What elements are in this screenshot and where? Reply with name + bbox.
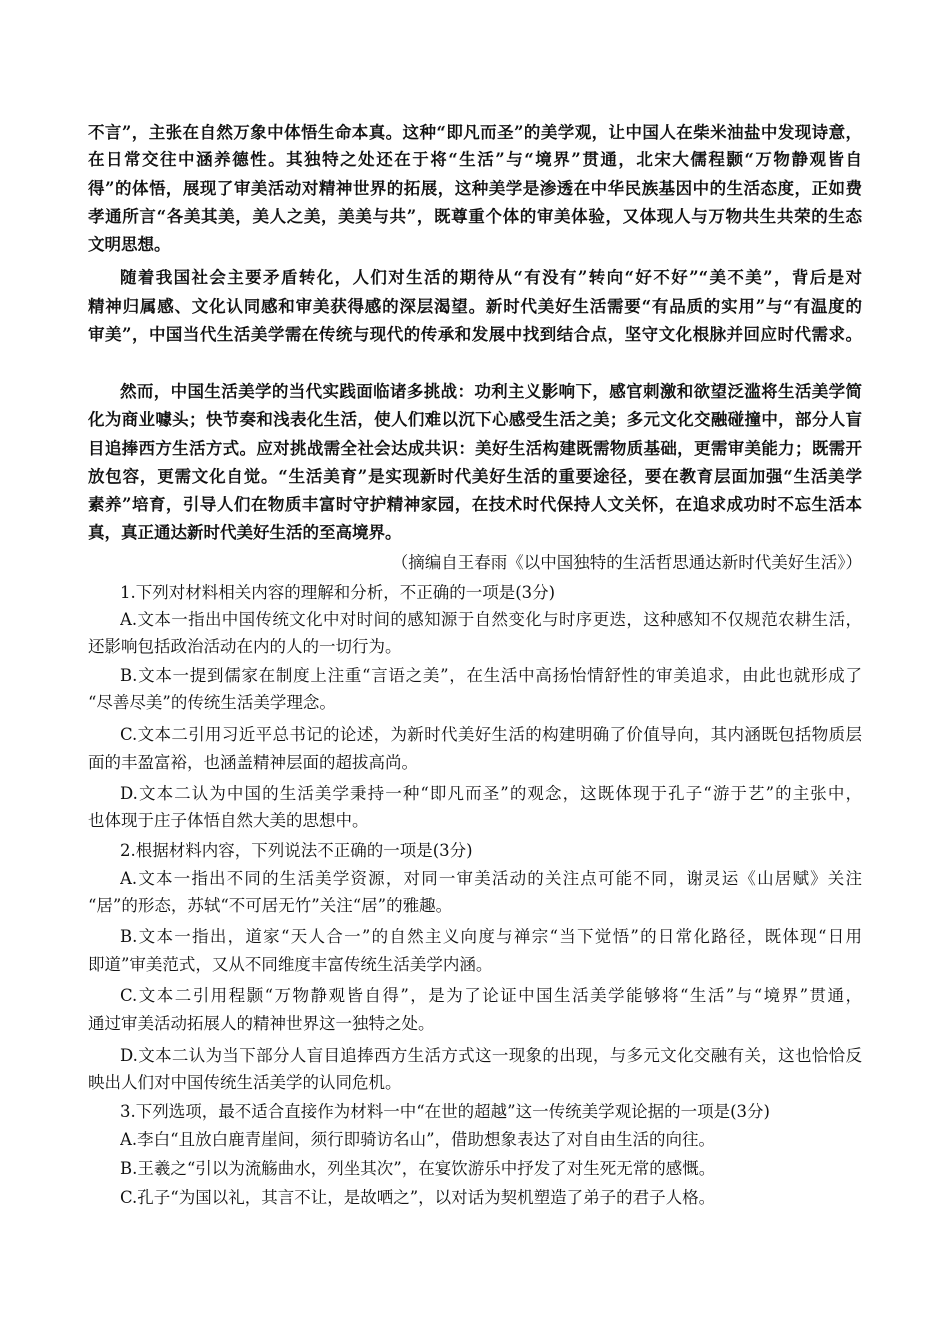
passage-para1-line: 文明思想。 xyxy=(88,235,171,254)
passage-para3-line: 然而，中国生活美学的当代实践面临诸多挑战：功利主义影响下，感官刺激和欲望泛滥将生活美学简 xyxy=(120,382,862,401)
question-1-option-c: C.文本二引用习近平总书记的论述，为新时代美好生活的构建明确了价值导向，其内涵既包括物质层 xyxy=(120,725,862,744)
question-2-option-b-cont: 即道”审美范式，又从不同维度丰富传统生活美学内涵。 xyxy=(88,955,493,974)
question-2-option-a-cont: “居”的形态，苏轼“不可居无竹”关注“居”的雅趣。 xyxy=(88,896,453,915)
question-3-option-c: C.孔子“为国以礼，其言不让，是故哂之”，以对话为契机塑造了弟子的君子人格。 xyxy=(120,1188,716,1207)
passage-para1-line: 得”的体悟，展现了审美活动对精神世界的拓展，这种美学是渗透在中华民族基因中的生活态度，正如费 xyxy=(88,179,862,198)
question-1-option-d-cont: 也体现于庄子体悟自然大美的思想中。 xyxy=(88,811,369,830)
question-1-option-b: B.文本一提到儒家在制度上注重“言语之美”，在生活中高扬怡情舒性的审美追求，由此也就形成了 xyxy=(120,666,862,685)
passage-para2-line: 随着我国社会主要矛盾转化，人们对生活的期待从“有没有”转向“好不好”“美不美”，背后是对 xyxy=(120,268,862,287)
passage-source: （摘编自王春雨《以中国独特的生活哲思通达新时代美好生活》） xyxy=(391,553,862,572)
question-1-option-c-cont: 面的丰盈富裕，也涵盖精神层面的超拔高尚。 xyxy=(88,753,418,772)
question-2-stem: 2.根据材料内容，下列说法不正确的一项是(3分) xyxy=(120,841,473,860)
question-1-stem: 1.下列对材料相关内容的理解和分析，不正确的一项是(3分) xyxy=(120,583,556,602)
question-2-option-c-cont: 通过审美活动拓展人的精神世界这一独特之处。 xyxy=(88,1014,435,1033)
question-3-option-a: A.李白“且放白鹿青崖间，须行即骑访名山”，借助想象表达了对自由生活的向往。 xyxy=(120,1130,716,1149)
question-2-option-d-cont: 映出人们对中国传统生活美学的认同危机。 xyxy=(88,1073,402,1092)
question-1-option-b-cont: “尽善尽美”的传统生活美学理念。 xyxy=(88,693,336,712)
passage-para2-line: 审美”，中国当代生活美学需在传统与现代的传承和发展中找到结合点，坚守文化根脉并回应时代需求。 xyxy=(88,325,862,344)
passage-para1-line: 不言”，主张在自然万象中体悟生命本真。这种“即凡而圣”的美学观，让中国人在柴米油盐中发现诗意， xyxy=(88,123,862,142)
question-1-option-a-cont: 还影响包括政治活动在内的人的一切行为。 xyxy=(88,637,402,656)
passage-para1-line: 孝通所言“各美其美，美人之美，美美与共”，既尊重个体的审美体验，又体现人与万物共生共荣的生态 xyxy=(88,207,862,226)
passage-para3-line: 目追捧西方生活方式。应对挑战需全社会达成共识：美好生活构建既需物质基础，更需审美能力；既需开 xyxy=(88,439,862,458)
passage-para1-line: 在日常交往中涵养德性。其独特之处还在于将“生活”与“境界”贯通，北宋大儒程颢“万物静观皆自 xyxy=(88,150,862,169)
question-2-option-b: B.文本一指出，道家“天人合一”的自然主义向度与禅宗“当下觉悟”的日常化路径，既体现“日用 xyxy=(120,927,862,946)
question-2-option-c: C.文本二引用程颢“万物静观皆自得”，是为了论证中国生活美学能够将“生活”与“境界”贯通， xyxy=(120,986,862,1005)
passage-para3-line: 素养”培育，引导人们在物质丰富时守护精神家园，在技术时代保持人文关怀，在追求成功时不忘生活本 xyxy=(88,495,862,514)
passage-para3-line: 化为商业噱头；快节奏和浅表化生活，使人们难以沉下心感受生活之美；多元文化交融碰撞中，部分人盲 xyxy=(88,410,862,429)
question-3-option-b: B.王羲之“引以为流觞曲水，列坐其次”，在宴饮游乐中抒发了对生死无常的感慨。 xyxy=(120,1159,716,1178)
passage-para3-line: 放包容，更需文化自觉。“生活美育”是实现新时代美好生活的重要途径，要在教育层面加强“生活美学 xyxy=(88,467,862,486)
passage-para3-line: 真，真正通达新时代美好生活的至高境界。 xyxy=(88,523,402,542)
question-1-option-d: D.文本二认为中国的生活美学秉持一种“即凡而圣”的观念，这既体现于孔子“游于艺”的主张中， xyxy=(120,784,862,803)
question-1-option-a: A.文本一指出中国传统文化中对时间的感知源于自然变化与时序更迭，这种感知不仅规范农耕生活， xyxy=(120,610,862,629)
question-2-option-d: D.文本二认为当下部分人盲目追捧西方生活方式这一现象的出现，与多元文化交融有关，这也恰恰反 xyxy=(120,1046,862,1065)
passage-para2-line: 精神归属感、文化认同感和审美获得感的深层渴望。新时代美好生活需要“有品质的实用”与“有温度的 xyxy=(88,297,862,316)
question-3-stem: 3.下列选项，最不适合直接作为材料一中“在世的超越”这一传统美学观论据的一项是(3分) xyxy=(120,1102,770,1121)
question-2-option-a: A.文本一指出不同的生活美学资源，对同一审美活动的关注点可能不同，谢灵运《山居赋》关注 xyxy=(120,869,862,888)
